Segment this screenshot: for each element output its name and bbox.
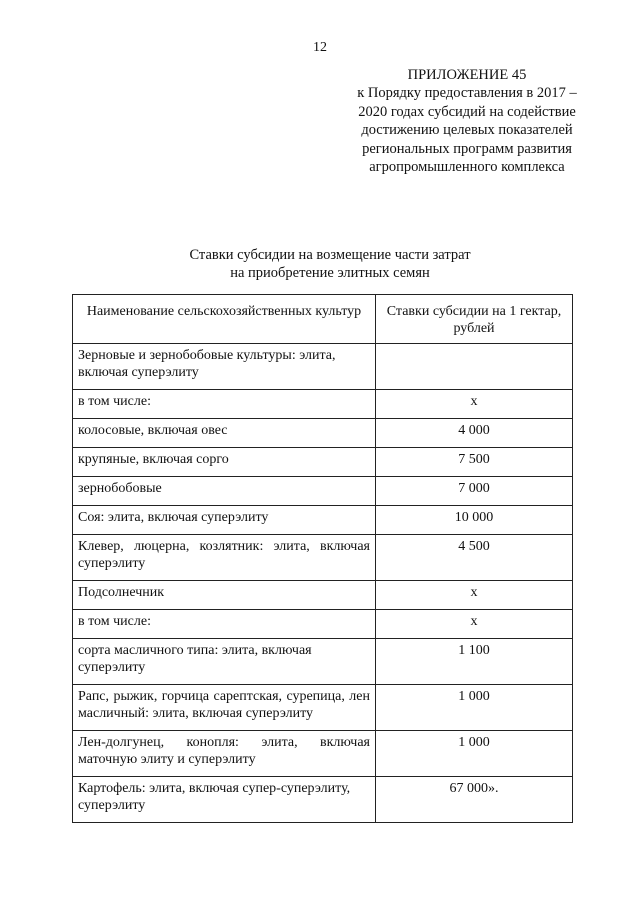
appendix-line: достижению целевых показателей	[361, 122, 573, 139]
crop-cell: в том числе:	[73, 390, 376, 419]
rate-cell: 4 500	[376, 535, 573, 581]
header-rate: Ставки субсидии на 1 гектар, рублей	[376, 295, 573, 344]
document-title	[120, 246, 540, 283]
table-row	[73, 477, 573, 506]
table-header-row	[73, 295, 573, 344]
rate-cell: 1 000	[376, 731, 573, 777]
subsidy-rates-table	[72, 294, 573, 823]
crop-cell: в том числе:	[73, 610, 376, 639]
crop-cell: Клевер, люцерна, козлятник: элита, включая суперэлиту	[73, 535, 376, 581]
rate-cell: х	[376, 581, 573, 610]
table-row	[73, 777, 573, 823]
table-row	[73, 685, 573, 731]
rate-cell: 1 100	[376, 639, 573, 685]
crop-cell: Соя: элита, включая суперэлиту	[73, 506, 376, 535]
crop-cell: колосовые, включая овес	[73, 419, 376, 448]
appendix-line: 2020 годах субсидий на содействие	[358, 103, 576, 120]
crop-cell: Лен-долгунец, конопля: элита, включая маточную элиту и суперэлиту	[73, 731, 376, 777]
table-row	[73, 448, 573, 477]
rate-cell: 7 500	[376, 448, 573, 477]
crop-cell: сорта масличного типа: элита, включая суперэлиту	[73, 639, 376, 685]
page-number: 12	[313, 40, 327, 55]
table-row	[73, 610, 573, 639]
crop-cell: Картофель: элита, включая супер-суперэлиту, суперэлиту	[73, 777, 376, 823]
appendix-line: региональных программ развития	[362, 140, 572, 157]
rate-cell	[376, 344, 573, 390]
rate-cell: 4 000	[376, 419, 573, 448]
table-row	[73, 506, 573, 535]
table-row	[73, 344, 573, 390]
table-row	[73, 731, 573, 777]
header-crop: Наименование сельскохозяйственных культур	[73, 295, 376, 344]
crop-cell: зернобобовые	[73, 477, 376, 506]
appendix-line: к Порядку предоставления в 2017 –	[357, 85, 577, 102]
rate-cell: 10 000	[376, 506, 573, 535]
rate-cell: 1 000	[376, 685, 573, 731]
table-row	[73, 390, 573, 419]
document-title-line: на приобретение элитных семян	[230, 265, 430, 282]
document-title-line: Ставки субсидии на возмещение части затрат	[189, 247, 471, 263]
table-row	[73, 419, 573, 448]
table-row	[73, 581, 573, 610]
rate-cell: х	[376, 390, 573, 419]
appendix-title: ПРИЛОЖЕНИЕ 45	[407, 67, 527, 83]
table-row	[73, 639, 573, 685]
crop-cell: Зерновые и зернобобовые культуры: элита, включая суперэлиту	[73, 344, 376, 390]
rate-cell: 67 000».	[376, 777, 573, 823]
crop-cell: Рапс, рыжик, горчица сарептская, сурепица, лен масличный: элита, включая суперэлиту	[73, 685, 376, 731]
rate-cell: 7 000	[376, 477, 573, 506]
crop-cell: Подсолнечник	[73, 581, 376, 610]
appendix-line: агропромышленного комплекса	[369, 159, 565, 176]
table-row	[73, 535, 573, 581]
appendix-block	[328, 66, 606, 176]
rate-cell: х	[376, 610, 573, 639]
crop-cell: крупяные, включая сорго	[73, 448, 376, 477]
